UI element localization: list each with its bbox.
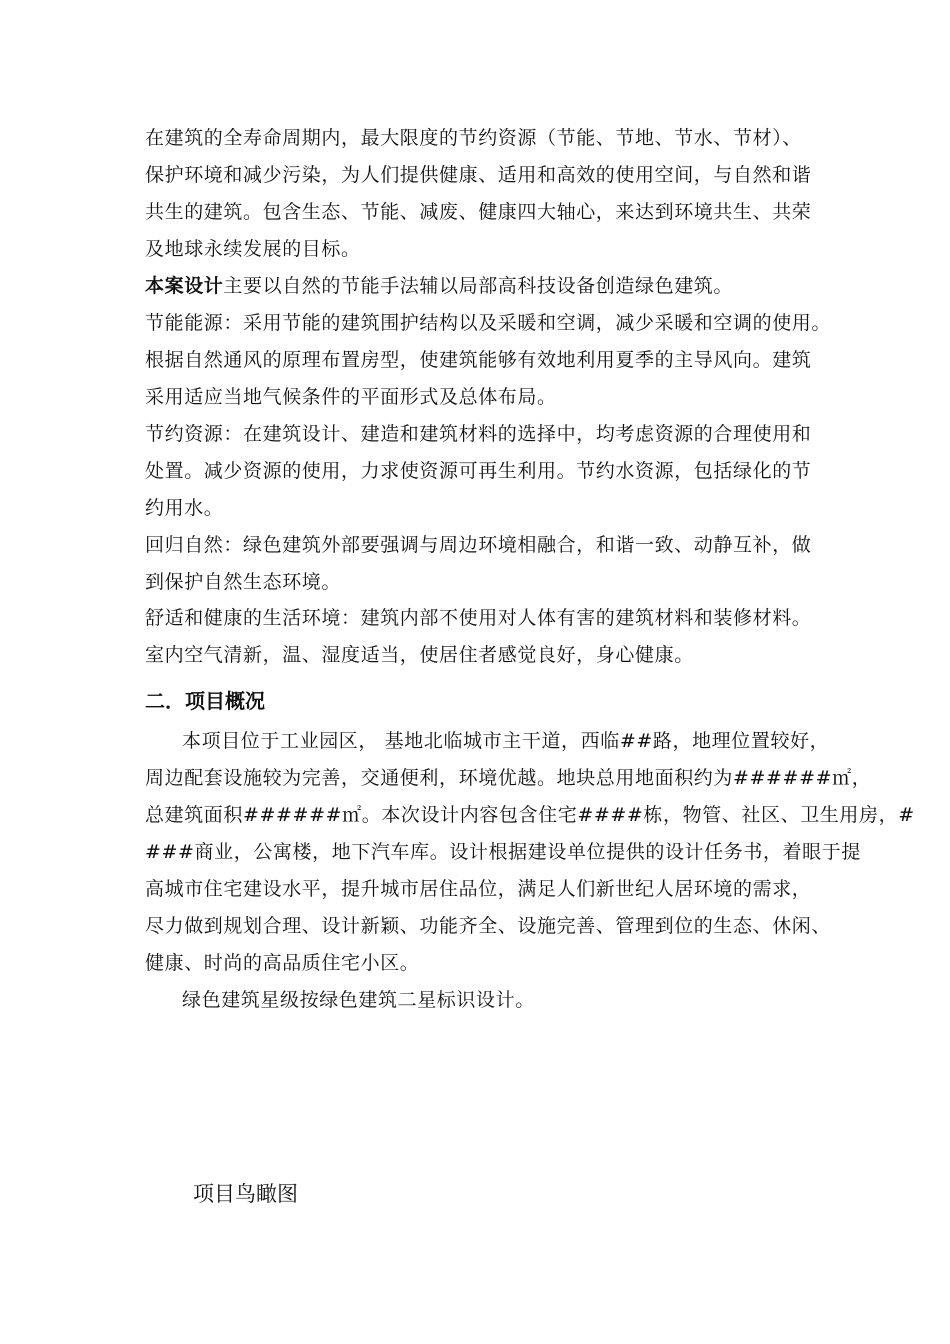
energy-line-3: 采用适应当地气候条件的平面形式及总体布局。 xyxy=(145,386,557,408)
overview-line-5: 高城市住宅建设水平，提升城市居住品位，满足人们新世纪人居环境的需求， xyxy=(145,878,812,900)
star-rating-line: 绿色建筑星级按绿色建筑二星标识设计。 xyxy=(182,989,535,1011)
intro-line-4: 及地球永续发展的目标。 xyxy=(145,238,361,260)
energy-line-1: 节能能源：采用节能的建筑围护结构以及采暖和空调，减少采暖和空调的使用。 xyxy=(145,312,832,334)
section-heading-overview: 二．项目概况 xyxy=(145,689,265,713)
aerial-view-heading: 项目鸟瞰图 xyxy=(193,1182,298,1206)
overview-line-1: 本项目位于工业园区， 基地北临城市主干道，西临##路，地理位置较好， xyxy=(182,730,830,752)
overview-line-6: 尽力做到规划合理、设计新颖、功能齐全、设施完善、管理到位的生态、休闲、 xyxy=(145,915,832,937)
nature-line-1: 回归自然：绿色建筑外部要强调与周边环境相融合，和谐一致、动静互补，做 xyxy=(145,534,812,556)
resources-line-2: 处置。减少资源的使用，力求使资源可再生利用。节约水资源，包括绿化的节 xyxy=(145,460,812,482)
design-paragraph xyxy=(145,274,733,298)
resources-line-1: 节约资源：在建筑设计、建造和建筑材料的选择中，均考虑资源的合理使用和 xyxy=(145,423,812,445)
resources-line-3: 约用水。 xyxy=(145,497,224,519)
overview-line-2: 周边配套设施较为完善，交通便利，环境优越。地块总用地面积约为######㎡， xyxy=(145,767,872,789)
overview-line-7: 健康、时尚的高品质住宅小区。 xyxy=(145,952,420,974)
intro-line-2: 保护环境和减少污染，为人们提供健康、适用和高效的使用空间，与自然和谐 xyxy=(145,164,812,186)
energy-line-2: 根据自然通风的原理布置房型，使建筑能够有效地利用夏季的主导风向。建筑 xyxy=(145,349,812,371)
intro-line-3: 共生的建筑。包含生态、节能、减废、健康四大轴心，来达到环境共生、共荣 xyxy=(145,201,812,223)
comfort-line-2: 室内空气清新，温、湿度适当，使居住者感觉良好，身心健康。 xyxy=(145,644,694,666)
comfort-line-1: 舒适和健康的生活环境：建筑内部不使用对人体有害的建筑材料和装修材料。 xyxy=(145,607,812,629)
design-text: 主要以自然的节能手法辅以局部高科技设备创造绿色建筑。 xyxy=(223,275,734,297)
intro-line-1: 在建筑的全寿命周期内，最大限度的节约资源（节能、节地、节水、节材）、 xyxy=(145,127,802,149)
nature-line-2: 到保护自然生态环境。 xyxy=(145,571,342,593)
overview-line-3: 总建筑面积######㎡。本次设计内容包含住宅####栋，物管、社区、卫生用房，# xyxy=(145,804,915,826)
design-bold-prefix: 本案设计 xyxy=(145,275,224,297)
overview-line-4: ###商业，公寓楼，地下汽车库。设计根据建设单位提供的设计任务书，着眼于提 xyxy=(145,841,861,863)
